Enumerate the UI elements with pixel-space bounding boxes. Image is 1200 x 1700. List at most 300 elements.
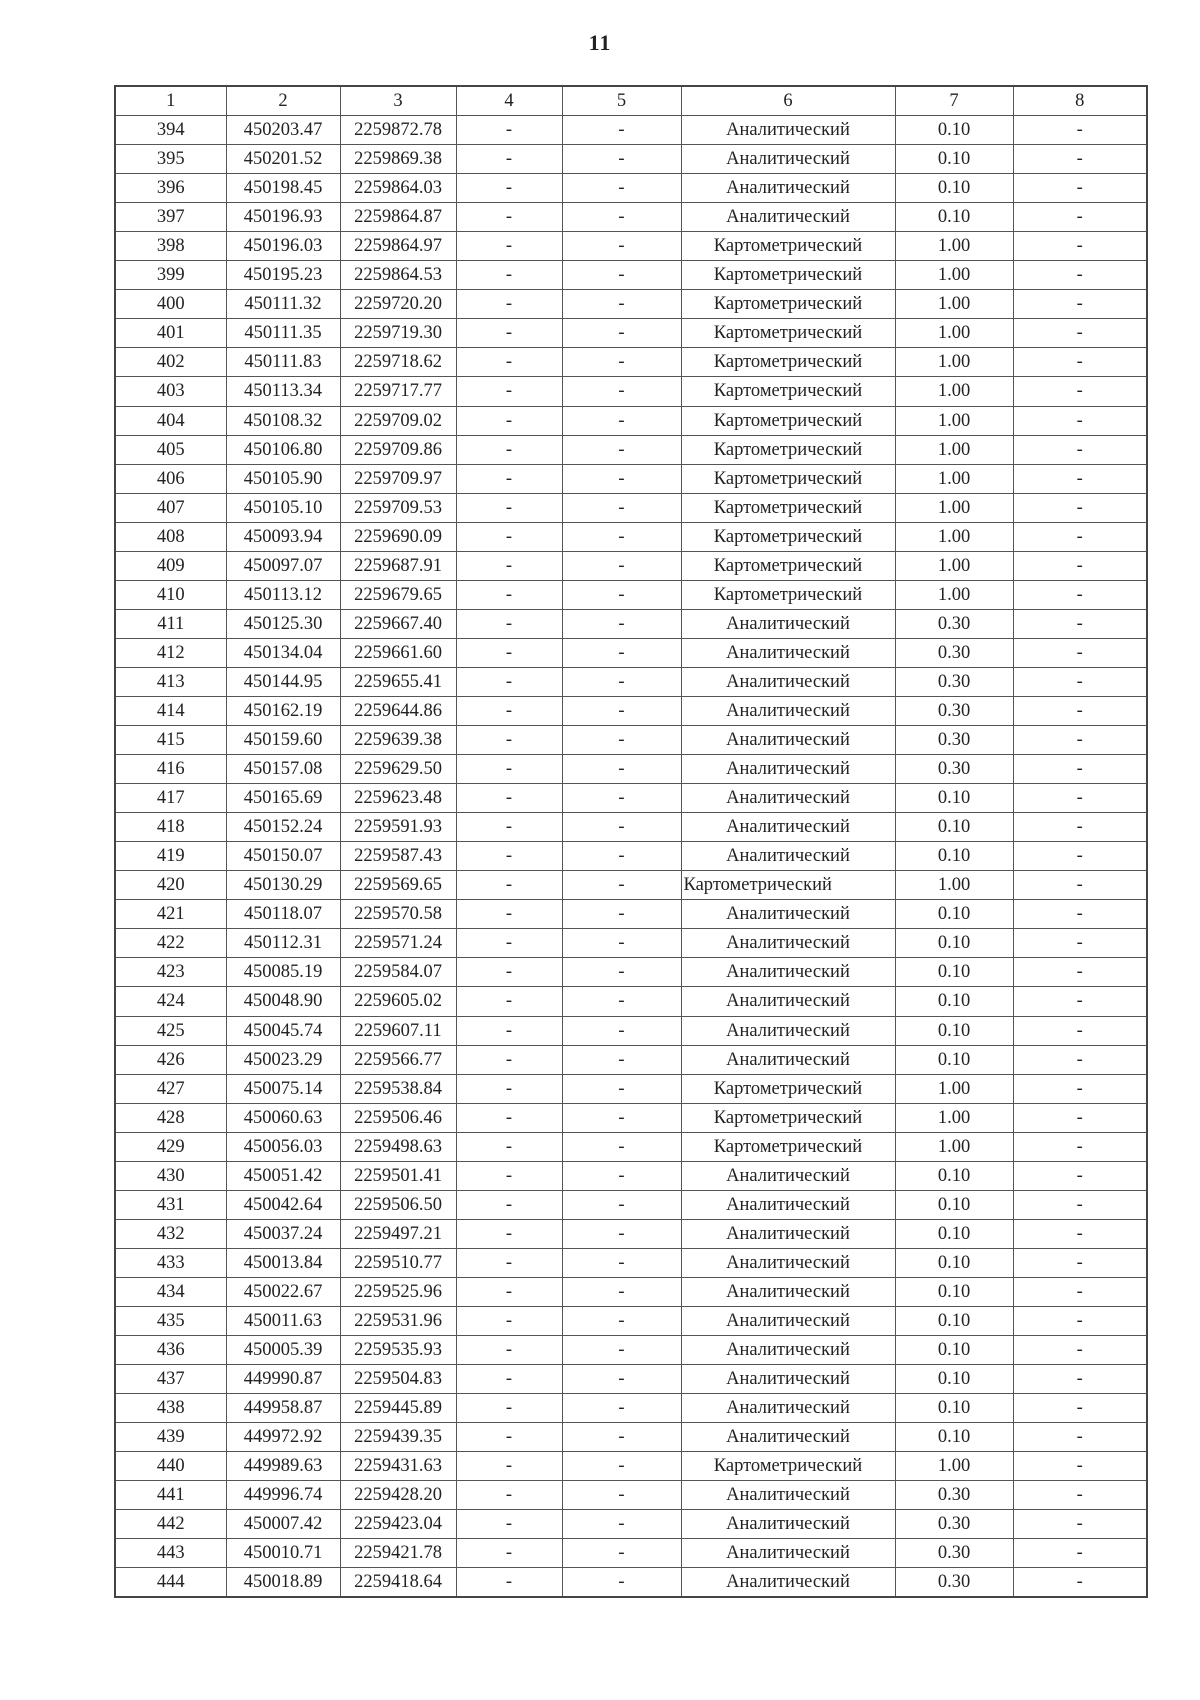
- column-8-cell: -: [1013, 667, 1147, 696]
- y-coordinate-cell: 2259506.50: [340, 1190, 456, 1219]
- method-cell: Аналитический: [681, 696, 895, 725]
- column-5-cell: -: [562, 522, 681, 551]
- table-row: [115, 929, 1147, 958]
- column-8-cell: -: [1013, 174, 1147, 203]
- x-coordinate-cell: 450011.63: [226, 1306, 340, 1335]
- table-row: [115, 261, 1147, 290]
- table-row: [115, 755, 1147, 784]
- column-5-cell: -: [562, 1423, 681, 1452]
- point-number-cell: 425: [115, 1016, 226, 1045]
- y-coordinate-cell: 2259709.53: [340, 493, 456, 522]
- column-4-cell: -: [456, 696, 562, 725]
- x-coordinate-cell: 450022.67: [226, 1277, 340, 1306]
- table-row: [115, 1568, 1147, 1598]
- table-row: [115, 726, 1147, 755]
- column-8-cell: -: [1013, 1481, 1147, 1510]
- point-number-cell: 423: [115, 958, 226, 987]
- column-5-cell: -: [562, 609, 681, 638]
- column-5-cell: -: [562, 145, 681, 174]
- point-number-cell: 427: [115, 1074, 226, 1103]
- y-coordinate-cell: 2259872.78: [340, 116, 456, 145]
- point-number-cell: 408: [115, 522, 226, 551]
- y-coordinate-cell: 2259497.21: [340, 1219, 456, 1248]
- column-5-cell: -: [562, 813, 681, 842]
- x-coordinate-cell: 450201.52: [226, 145, 340, 174]
- method-cell: Картометрический: [681, 1132, 895, 1161]
- point-number-cell: 414: [115, 696, 226, 725]
- y-coordinate-cell: 2259584.07: [340, 958, 456, 987]
- x-coordinate-cell: 450108.32: [226, 406, 340, 435]
- y-coordinate-cell: 2259869.38: [340, 145, 456, 174]
- table-row: [115, 1103, 1147, 1132]
- y-coordinate-cell: 2259504.83: [340, 1365, 456, 1394]
- column-header: 3: [340, 86, 456, 116]
- table-row: [115, 958, 1147, 987]
- method-cell: Картометрический: [681, 493, 895, 522]
- point-number-cell: 411: [115, 609, 226, 638]
- column-8-cell: -: [1013, 1394, 1147, 1423]
- x-coordinate-cell: 450113.12: [226, 580, 340, 609]
- table-row: [115, 1306, 1147, 1335]
- column-8-cell: -: [1013, 406, 1147, 435]
- column-8-cell: -: [1013, 1103, 1147, 1132]
- column-8-cell: -: [1013, 958, 1147, 987]
- precision-cell: 1.00: [895, 1074, 1013, 1103]
- y-coordinate-cell: 2259864.87: [340, 203, 456, 232]
- precision-cell: 0.30: [895, 726, 1013, 755]
- column-4-cell: -: [456, 464, 562, 493]
- method-cell: Аналитический: [681, 1481, 895, 1510]
- method-cell: Картометрический: [681, 464, 895, 493]
- point-number-cell: 417: [115, 784, 226, 813]
- table-row: [115, 638, 1147, 667]
- y-coordinate-cell: 2259587.43: [340, 842, 456, 871]
- x-coordinate-cell: 450152.24: [226, 813, 340, 842]
- column-header: 7: [895, 86, 1013, 116]
- column-8-cell: -: [1013, 522, 1147, 551]
- point-number-cell: 435: [115, 1306, 226, 1335]
- point-number-cell: 439: [115, 1423, 226, 1452]
- precision-cell: 0.10: [895, 116, 1013, 145]
- x-coordinate-cell: 450051.42: [226, 1161, 340, 1190]
- precision-cell: 1.00: [895, 1452, 1013, 1481]
- y-coordinate-cell: 2259864.97: [340, 232, 456, 261]
- column-5-cell: -: [562, 1103, 681, 1132]
- column-5-cell: -: [562, 1277, 681, 1306]
- point-number-cell: 410: [115, 580, 226, 609]
- table-row: [115, 580, 1147, 609]
- method-cell: Аналитический: [681, 1510, 895, 1539]
- method-cell: Аналитический: [681, 900, 895, 929]
- column-4-cell: -: [456, 1016, 562, 1045]
- column-8-cell: -: [1013, 145, 1147, 174]
- y-coordinate-cell: 2259639.38: [340, 726, 456, 755]
- x-coordinate-cell: 450150.07: [226, 842, 340, 871]
- point-number-cell: 409: [115, 551, 226, 580]
- column-8-cell: -: [1013, 1306, 1147, 1335]
- point-number-cell: 430: [115, 1161, 226, 1190]
- method-cell: Аналитический: [681, 929, 895, 958]
- column-5-cell: -: [562, 1481, 681, 1510]
- y-coordinate-cell: 2259644.86: [340, 696, 456, 725]
- precision-cell: 1.00: [895, 348, 1013, 377]
- column-5-cell: -: [562, 1336, 681, 1365]
- precision-cell: 1.00: [895, 261, 1013, 290]
- point-number-cell: 415: [115, 726, 226, 755]
- column-8-cell: -: [1013, 842, 1147, 871]
- method-cell: Аналитический: [681, 145, 895, 174]
- point-number-cell: 421: [115, 900, 226, 929]
- table-row: [115, 1481, 1147, 1510]
- column-8-cell: -: [1013, 784, 1147, 813]
- precision-cell: 0.10: [895, 1190, 1013, 1219]
- point-number-cell: 403: [115, 377, 226, 406]
- method-cell: Картометрический: [681, 435, 895, 464]
- y-coordinate-cell: 2259690.09: [340, 522, 456, 551]
- column-5-cell: -: [562, 900, 681, 929]
- column-5-cell: -: [562, 1365, 681, 1394]
- column-5-cell: -: [562, 1219, 681, 1248]
- x-coordinate-cell: 450010.71: [226, 1539, 340, 1568]
- column-8-cell: -: [1013, 638, 1147, 667]
- point-number-cell: 428: [115, 1103, 226, 1132]
- y-coordinate-cell: 2259864.03: [340, 174, 456, 203]
- column-8-cell: -: [1013, 232, 1147, 261]
- method-cell: Аналитический: [681, 1336, 895, 1365]
- column-8-cell: -: [1013, 987, 1147, 1016]
- x-coordinate-cell: 449972.92: [226, 1423, 340, 1452]
- column-8-cell: -: [1013, 696, 1147, 725]
- y-coordinate-cell: 2259531.96: [340, 1306, 456, 1335]
- method-cell: Аналитический: [681, 813, 895, 842]
- column-8-cell: -: [1013, 871, 1147, 900]
- column-4-cell: -: [456, 1103, 562, 1132]
- column-8-cell: -: [1013, 1568, 1147, 1598]
- precision-cell: 1.00: [895, 406, 1013, 435]
- table-row: [115, 987, 1147, 1016]
- point-number-cell: 396: [115, 174, 226, 203]
- precision-cell: 0.10: [895, 1161, 1013, 1190]
- column-8-cell: -: [1013, 348, 1147, 377]
- method-cell: Аналитический: [681, 784, 895, 813]
- column-4-cell: -: [456, 1423, 562, 1452]
- column-4-cell: -: [456, 871, 562, 900]
- precision-cell: 0.10: [895, 929, 1013, 958]
- y-coordinate-cell: 2259439.35: [340, 1423, 456, 1452]
- x-coordinate-cell: 450018.89: [226, 1568, 340, 1598]
- y-coordinate-cell: 2259605.02: [340, 987, 456, 1016]
- column-5-cell: -: [562, 1074, 681, 1103]
- method-cell: Аналитический: [681, 1219, 895, 1248]
- point-number-cell: 441: [115, 1481, 226, 1510]
- column-8-cell: -: [1013, 1452, 1147, 1481]
- column-4-cell: -: [456, 1306, 562, 1335]
- table-row: [115, 377, 1147, 406]
- method-cell: Аналитический: [681, 1161, 895, 1190]
- x-coordinate-cell: 450134.04: [226, 638, 340, 667]
- x-coordinate-cell: 450056.03: [226, 1132, 340, 1161]
- table-row: [115, 696, 1147, 725]
- column-8-cell: -: [1013, 319, 1147, 348]
- y-coordinate-cell: 2259498.63: [340, 1132, 456, 1161]
- x-coordinate-cell: 450165.69: [226, 784, 340, 813]
- method-cell: Аналитический: [681, 755, 895, 784]
- precision-cell: 0.10: [895, 203, 1013, 232]
- table-row: [115, 871, 1147, 900]
- point-number-cell: 407: [115, 493, 226, 522]
- y-coordinate-cell: 2259570.58: [340, 900, 456, 929]
- x-coordinate-cell: 450111.83: [226, 348, 340, 377]
- precision-cell: 0.30: [895, 609, 1013, 638]
- x-coordinate-cell: 450060.63: [226, 1103, 340, 1132]
- x-coordinate-cell: 450196.03: [226, 232, 340, 261]
- x-coordinate-cell: 450203.47: [226, 116, 340, 145]
- x-coordinate-cell: 449958.87: [226, 1394, 340, 1423]
- column-4-cell: -: [456, 493, 562, 522]
- column-8-cell: -: [1013, 1161, 1147, 1190]
- precision-cell: 0.10: [895, 958, 1013, 987]
- method-cell: Аналитический: [681, 958, 895, 987]
- method-cell: Аналитический: [681, 987, 895, 1016]
- column-4-cell: -: [456, 755, 562, 784]
- precision-cell: 0.10: [895, 1394, 1013, 1423]
- method-cell: Картометрический: [681, 1074, 895, 1103]
- column-4-cell: -: [456, 813, 562, 842]
- precision-cell: 0.10: [895, 1045, 1013, 1074]
- column-4-cell: -: [456, 232, 562, 261]
- point-number-cell: 432: [115, 1219, 226, 1248]
- x-coordinate-cell: 450196.93: [226, 203, 340, 232]
- column-8-cell: -: [1013, 1365, 1147, 1394]
- point-number-cell: 429: [115, 1132, 226, 1161]
- table-row: [115, 1539, 1147, 1568]
- column-4-cell: -: [456, 1074, 562, 1103]
- point-number-cell: 399: [115, 261, 226, 290]
- x-coordinate-cell: 450097.07: [226, 551, 340, 580]
- column-4-cell: -: [456, 116, 562, 145]
- column-4-cell: -: [456, 1365, 562, 1394]
- column-header: 8: [1013, 86, 1147, 116]
- x-coordinate-cell: 450037.24: [226, 1219, 340, 1248]
- column-4-cell: -: [456, 377, 562, 406]
- column-header: 4: [456, 86, 562, 116]
- point-number-cell: 431: [115, 1190, 226, 1219]
- y-coordinate-cell: 2259535.93: [340, 1336, 456, 1365]
- table-row: [115, 493, 1147, 522]
- column-5-cell: -: [562, 1568, 681, 1598]
- column-8-cell: -: [1013, 1510, 1147, 1539]
- column-header: 6: [681, 86, 895, 116]
- table-row: [115, 145, 1147, 174]
- x-coordinate-cell: 450105.10: [226, 493, 340, 522]
- x-coordinate-cell: 450042.64: [226, 1190, 340, 1219]
- column-4-cell: -: [456, 842, 562, 871]
- column-5-cell: -: [562, 638, 681, 667]
- precision-cell: 1.00: [895, 522, 1013, 551]
- column-5-cell: -: [562, 696, 681, 725]
- table-row: [115, 1394, 1147, 1423]
- x-coordinate-cell: 450007.42: [226, 1510, 340, 1539]
- column-4-cell: -: [456, 1539, 562, 1568]
- method-cell: Аналитический: [681, 1277, 895, 1306]
- y-coordinate-cell: 2259445.89: [340, 1394, 456, 1423]
- column-8-cell: -: [1013, 929, 1147, 958]
- table-row: [115, 1248, 1147, 1277]
- x-coordinate-cell: 450195.23: [226, 261, 340, 290]
- y-coordinate-cell: 2259538.84: [340, 1074, 456, 1103]
- table-row: [115, 1161, 1147, 1190]
- point-number-cell: 412: [115, 638, 226, 667]
- table-header-row: [115, 86, 1147, 116]
- x-coordinate-cell: 450111.35: [226, 319, 340, 348]
- column-header: 1: [115, 86, 226, 116]
- point-number-cell: 395: [115, 145, 226, 174]
- column-8-cell: -: [1013, 726, 1147, 755]
- precision-cell: 0.10: [895, 1423, 1013, 1452]
- y-coordinate-cell: 2259623.48: [340, 784, 456, 813]
- y-coordinate-cell: 2259687.91: [340, 551, 456, 580]
- y-coordinate-cell: 2259720.20: [340, 290, 456, 319]
- column-header: 2: [226, 86, 340, 116]
- point-number-cell: 438: [115, 1394, 226, 1423]
- column-5-cell: -: [562, 958, 681, 987]
- y-coordinate-cell: 2259501.41: [340, 1161, 456, 1190]
- y-coordinate-cell: 2259661.60: [340, 638, 456, 667]
- method-cell: Картометрический: [681, 406, 895, 435]
- method-cell: Аналитический: [681, 116, 895, 145]
- precision-cell: 0.30: [895, 755, 1013, 784]
- table-row: [115, 1045, 1147, 1074]
- precision-cell: 0.10: [895, 174, 1013, 203]
- point-number-cell: 394: [115, 116, 226, 145]
- method-cell: Картометрический: [681, 871, 895, 900]
- point-number-cell: 440: [115, 1452, 226, 1481]
- precision-cell: 1.00: [895, 551, 1013, 580]
- y-coordinate-cell: 2259709.02: [340, 406, 456, 435]
- precision-cell: 0.10: [895, 1306, 1013, 1335]
- table-row: [115, 435, 1147, 464]
- column-5-cell: -: [562, 987, 681, 1016]
- x-coordinate-cell: 450005.39: [226, 1336, 340, 1365]
- table-row: [115, 174, 1147, 203]
- column-8-cell: -: [1013, 203, 1147, 232]
- y-coordinate-cell: 2259655.41: [340, 667, 456, 696]
- method-cell: Аналитический: [681, 1045, 895, 1074]
- method-cell: Картометрический: [681, 232, 895, 261]
- column-4-cell: -: [456, 1132, 562, 1161]
- column-5-cell: -: [562, 1016, 681, 1045]
- column-8-cell: -: [1013, 1045, 1147, 1074]
- y-coordinate-cell: 2259679.65: [340, 580, 456, 609]
- method-cell: Картометрический: [681, 319, 895, 348]
- coordinates-table: [114, 85, 1148, 1598]
- column-4-cell: -: [456, 987, 562, 1016]
- method-cell: Аналитический: [681, 1016, 895, 1045]
- x-coordinate-cell: 450113.34: [226, 377, 340, 406]
- precision-cell: 0.10: [895, 1016, 1013, 1045]
- x-coordinate-cell: 450075.14: [226, 1074, 340, 1103]
- column-4-cell: -: [456, 1336, 562, 1365]
- point-number-cell: 416: [115, 755, 226, 784]
- column-4-cell: -: [456, 958, 562, 987]
- table-row: [115, 1074, 1147, 1103]
- column-4-cell: -: [456, 290, 562, 319]
- table-row: [115, 1423, 1147, 1452]
- table-row: [115, 522, 1147, 551]
- precision-cell: 1.00: [895, 319, 1013, 348]
- method-cell: Аналитический: [681, 1365, 895, 1394]
- column-8-cell: -: [1013, 1219, 1147, 1248]
- x-coordinate-cell: 450144.95: [226, 667, 340, 696]
- point-number-cell: 400: [115, 290, 226, 319]
- table-row: [115, 551, 1147, 580]
- method-cell: Картометрический: [681, 580, 895, 609]
- column-5-cell: -: [562, 348, 681, 377]
- y-coordinate-cell: 2259864.53: [340, 261, 456, 290]
- column-8-cell: -: [1013, 290, 1147, 319]
- column-8-cell: -: [1013, 1016, 1147, 1045]
- method-cell: Картометрический: [681, 377, 895, 406]
- precision-cell: 0.10: [895, 813, 1013, 842]
- x-coordinate-cell: 450048.90: [226, 987, 340, 1016]
- table-row: [115, 348, 1147, 377]
- column-4-cell: -: [456, 1452, 562, 1481]
- point-number-cell: 434: [115, 1277, 226, 1306]
- precision-cell: 0.10: [895, 1248, 1013, 1277]
- point-number-cell: 442: [115, 1510, 226, 1539]
- column-5-cell: -: [562, 377, 681, 406]
- precision-cell: 1.00: [895, 377, 1013, 406]
- precision-cell: 0.30: [895, 638, 1013, 667]
- precision-cell: 0.10: [895, 1365, 1013, 1394]
- precision-cell: 0.10: [895, 1277, 1013, 1306]
- method-cell: Аналитический: [681, 1190, 895, 1219]
- point-number-cell: 443: [115, 1539, 226, 1568]
- column-5-cell: -: [562, 1132, 681, 1161]
- precision-cell: 1.00: [895, 493, 1013, 522]
- column-4-cell: -: [456, 145, 562, 174]
- precision-cell: 1.00: [895, 435, 1013, 464]
- column-4-cell: -: [456, 1219, 562, 1248]
- method-cell: Картометрический: [681, 290, 895, 319]
- point-number-cell: 426: [115, 1045, 226, 1074]
- y-coordinate-cell: 2259718.62: [340, 348, 456, 377]
- method-cell: Картометрический: [681, 348, 895, 377]
- column-8-cell: -: [1013, 1132, 1147, 1161]
- table-row: [115, 1336, 1147, 1365]
- column-4-cell: -: [456, 435, 562, 464]
- method-cell: Аналитический: [681, 1568, 895, 1598]
- column-8-cell: -: [1013, 609, 1147, 638]
- x-coordinate-cell: 450157.08: [226, 755, 340, 784]
- column-4-cell: -: [456, 638, 562, 667]
- column-4-cell: -: [456, 580, 562, 609]
- table-row: [115, 1132, 1147, 1161]
- point-number-cell: 406: [115, 464, 226, 493]
- precision-cell: 0.10: [895, 1219, 1013, 1248]
- x-coordinate-cell: 449996.74: [226, 1481, 340, 1510]
- column-4-cell: -: [456, 784, 562, 813]
- precision-cell: 1.00: [895, 1103, 1013, 1132]
- table-row: [115, 232, 1147, 261]
- method-cell: Аналитический: [681, 638, 895, 667]
- method-cell: Аналитический: [681, 203, 895, 232]
- x-coordinate-cell: 450111.32: [226, 290, 340, 319]
- column-8-cell: -: [1013, 261, 1147, 290]
- precision-cell: 0.10: [895, 900, 1013, 929]
- table-row: [115, 1277, 1147, 1306]
- column-4-cell: -: [456, 609, 562, 638]
